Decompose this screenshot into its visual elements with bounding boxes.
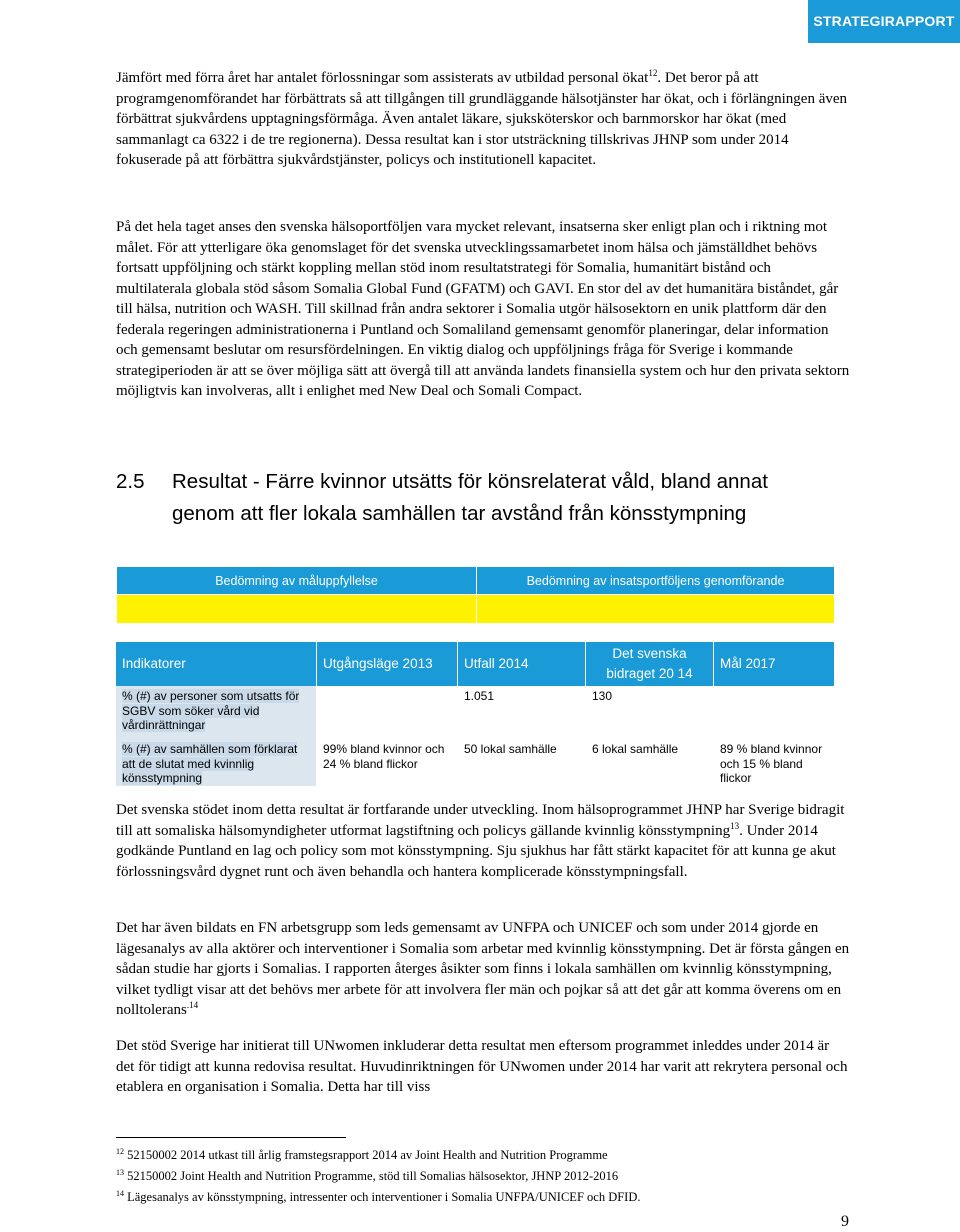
paragraph-unwomen: Det stöd Sverige har initierat till UNwomen inkluderar detta resultat men eftersom programmet inleddes under 2014 är det för tidigt att kunna redovisa resultat. Huvudinriktningen för UNwomen under 2014 har varit att rekrytera personal och etablera en organisation i Somalia. Detta har till viss <box>116 1038 848 1095</box>
paragraph-text: Det har även bildats en FN arbetsgrupp som leds gemensamt av UNFPA och UNICEF och som under 2014 gjorde en lägesanalys av alla aktörer och interventioner i Somalia som arbetar med kvinnlig könsstympning. Det är första gången en sådan studie har gjorts i Somalias. I rapporten återges åsikter som finns i lokala samhällen om kvinnlig könsstympning, vilket tydligt visar att det behövs mer arbete för att involvera fler män och pojkar så att det går att komma överens om en nolltolerans <box>116 920 850 1018</box>
assessment-goal-rating <box>117 595 477 624</box>
col-swedish-contribution: Det svenska bidraget 20 14 <box>586 642 714 686</box>
footnote-13: $^{13}$ 52150002 Joint Health and Nutrition Programme, stöd till Somalias hälsosektor, JHNP 2012-2016 <box>116 1168 619 1184</box>
footnote-divider <box>116 1137 346 1138</box>
col-baseline-2013: Utgångsläge 2013 <box>317 642 458 686</box>
baseline-cell <box>317 686 458 739</box>
indicator-cell: % (#) av personer som utsatts för SGBV som söker vård vid vårdinrättningar <box>116 686 317 739</box>
assessment-goal-header: Bedömning av måluppfyllelse <box>117 567 477 595</box>
indicator-table <box>116 642 835 786</box>
footnote-14: $^{14}$ Lägesanalys av könsstympning, intressenter och interventioner i Somalia UNFPA/UNICEF och DFID. <box>116 1189 641 1205</box>
paragraph-swedish-support <box>116 800 850 882</box>
footnote-ref-12[interactable]: 12 <box>648 68 658 78</box>
outcome-cell: 1.051 <box>458 686 586 739</box>
contribution-cell: 130 <box>586 686 714 739</box>
indicator-header-row <box>116 642 835 686</box>
paragraph-text: . Det beror på att programgenomförandet har förbättrats så att tillgången till grundläggande hälsotjänster har ökat, och i förlängningen även förbättrat sjukvårdens upptagningsförmåga. Även antalet läkare, sjuksköterskor och barnmorskor har ökat (med sammanlagt ca 6322 i de tre regionerna). Dessa resultat kan i stor utsträckning tillskrivas JHNP som under 2014 fokuserade på att förbättra sjukvårdstjänster, policys och institutionell kapacitet. <box>116 70 848 168</box>
section-title-line2: genom att fler lokala samhällen tar avstånd från könsstympning <box>172 502 747 525</box>
page-number: 9 <box>841 1213 849 1230</box>
section-heading <box>116 466 846 530</box>
paragraph-deliveries <box>116 68 850 171</box>
outcome-cell: 50 lokal samhälle <box>458 739 586 786</box>
footnotes <box>116 1143 856 1206</box>
document-header-banner: STRATEGIRAPPORT <box>808 0 960 43</box>
assessment-portfolio-rating <box>477 595 835 624</box>
target-cell <box>714 686 835 739</box>
paragraph-health-portfolio: På det hela taget anses den svenska hälsoportföljen vara mycket relevant, insatserna sker enligt plan och i riktning mot målet. För att ytterligare öka genomslaget för det svenska utvecklingssamarbetet inom hälsa och jämställdhet behövs fortsatt uppföljning och stärkt koppling mellan stöd inom resultatstrategi för Somalia, humanitärt bistånd och multilaterala globala stöd såsom Somalia Global Fund (GFATM) och GAVI. En stor del av det humanitära biståndet, går till hälsa, nutrition och WASH. Till skillnad från andra sektorer i Somalia utgör hälsosektorn en unik plattform där den federala regeringen administrationerna i Puntland och Somaliland gemensamt genomför planeringar, delar information och gemensamt beslutar om resursfördelningen. En viktig dialog och uppföljnings fråga för Sverige i kommande strategiperioden är att se över möjliga sätt att övergå till att använda landets finansiella system och hur den privata sektorn möjligtvis kan involveras, allt i enlighet med New Deal och Somali Compact. <box>116 219 850 399</box>
assessment-table <box>116 566 835 624</box>
col-outcome-2014: Utfall 2014 <box>458 642 586 686</box>
baseline-cell: 99% bland kvinnor och 24 % bland flickor <box>317 739 458 786</box>
table-row <box>116 739 835 786</box>
target-cell: 89 % bland kvinnor och 15 % bland flickor <box>714 739 835 786</box>
paragraph-un-working-group <box>116 918 850 1021</box>
paragraph-text: . Under 2014 godkände Puntland en lag och policy som mot könsstympning. Sju sjukhus har fått stärkt kapacitet för att kunna ge akut förlossningsvård dygnet runt och även behandla och hantera komplicerade könsstympningsfall. <box>116 822 836 880</box>
col-target-2017: Mål 2017 <box>714 642 835 686</box>
assessment-portfolio-header: Bedömning av insatsportföljens genomförande <box>477 567 835 595</box>
section-title-line1: Resultat - Färre kvinnor utsätts för könsrelaterat våld, bland annat <box>172 470 768 493</box>
footnote-ref-13[interactable]: 13 <box>730 820 740 831</box>
contribution-cell: 6 lokal samhälle <box>586 739 714 786</box>
section-number: 2.5 <box>116 470 145 493</box>
paragraph-text: Det svenska stödet inom detta resultat är fortfarande under utveckling. Inom hälsoprogrammet JHNP har Sverige bidragit till att somaliska hälsomyndigheter utformat lagstiftning och policys gällande kvinnlig könsstympning <box>116 802 845 839</box>
indicator-cell: % (#) av samhällen som förklarat att de slutat med kvinnlig könsstympning <box>116 739 317 786</box>
footnote-12: $^{12}$ 52150002 2014 utkast till årlig framstegsrapport 2014 av Joint Health and Nutrition Programme <box>116 1147 608 1163</box>
paragraph-text: Jämfört med förra året har antalet förlossningar som assisterats av utbildad personal ökat <box>116 70 649 86</box>
table-row <box>116 686 835 739</box>
footnote-ref-14[interactable]: .14 <box>186 1000 199 1010</box>
col-indicators: Indikatorer <box>116 642 317 686</box>
